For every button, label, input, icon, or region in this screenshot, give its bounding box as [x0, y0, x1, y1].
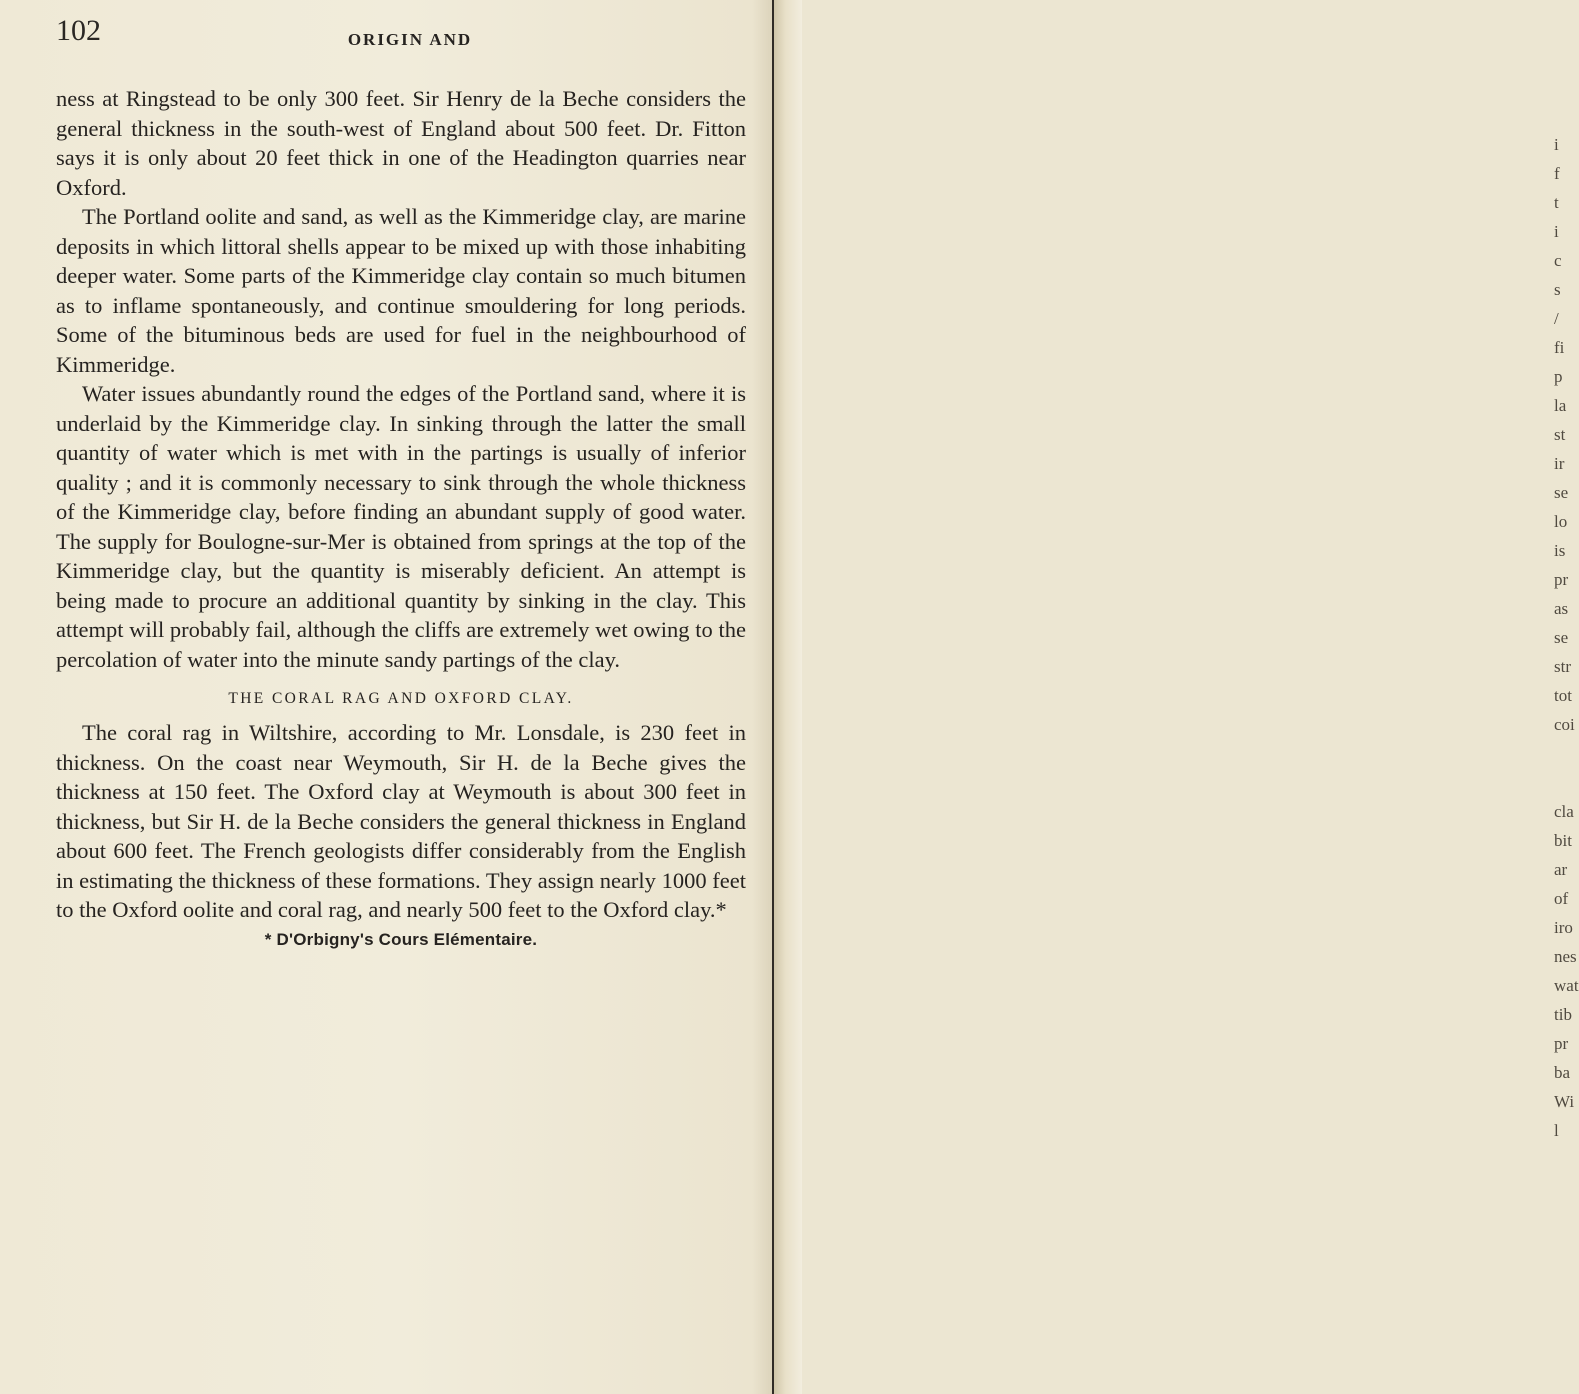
next-page-fragment: l	[1554, 1121, 1559, 1140]
next-page-fragment: la	[1554, 396, 1567, 415]
running-title: ORIGIN AND	[347, 30, 473, 49]
next-page-fragment: se	[1554, 628, 1569, 647]
next-page-fragment: coi	[1554, 715, 1575, 734]
next-page-fragment: iro	[1554, 918, 1573, 937]
page-number: 102	[56, 14, 101, 47]
next-page-fragment: fi	[1554, 338, 1565, 357]
next-page-fragment: t	[1554, 193, 1559, 212]
next-page-fragment: is	[1554, 541, 1566, 560]
next-page-fragment: ir	[1554, 454, 1565, 473]
next-page-fragment: tib	[1554, 1005, 1572, 1024]
next-page-fragment: i	[1554, 222, 1559, 241]
next-page-fragment: f	[1554, 164, 1560, 183]
paragraph-coral-rag: The coral rag in Wiltshire, according to Mr. Lonsdale, is 230 feet in thickness. On the coast near Weymouth, Sir H. de la Beche gives the thickness at 150 feet. The Oxford clay at Weymouth is about 300 feet in thickness, but Sir H. de la Beche considers the general thickness in England about 600 feet. The French geologists differ considerably from the English in estimating the thickness of these formations. They assign nearly 1000 feet to the Oxford oolite and coral rag, and nearly 500 feet to the Oxford clay.*	[56, 720, 746, 922]
next-page-edge-text	[1554, 130, 1579, 1145]
next-page-fragment: st	[1554, 425, 1566, 444]
next-page-fragment: of	[1554, 889, 1569, 908]
next-page-fragment: cla	[1554, 802, 1574, 821]
next-page-fragment: nes	[1554, 947, 1577, 966]
book-gutter	[772, 0, 1579, 1394]
page-header	[0, 10, 800, 70]
body-text	[56, 84, 746, 951]
next-page-fragment: as	[1554, 599, 1569, 618]
next-page-fragment: Wi	[1554, 1092, 1575, 1111]
next-page-fragment	[1554, 739, 1574, 768]
next-page-fragment: ba	[1554, 1063, 1571, 1082]
next-page-fragment: tot	[1554, 686, 1572, 705]
next-page-fragment: c	[1554, 251, 1562, 270]
footnote: * D'Orbigny's Cours Elémentaire.	[264, 929, 538, 949]
next-page-fragment: ar	[1554, 860, 1568, 879]
next-page-fragment: bit	[1554, 831, 1572, 850]
next-page-fragment: p	[1554, 367, 1563, 386]
next-page-fragment: se	[1554, 483, 1569, 502]
next-page-fragment: i	[1554, 135, 1559, 154]
paragraph-water-issues: Water issues abundantly round the edges of the Portland sand, where it is underlaid by the Kimmeridge clay. In sinking through the latter the small quantity of water which is met with in the partings is usually of inferior quality ; and it is commonly necessary to sink through the whole thickness of the Kimmeridge clay, before finding an abundant supply of good water. The supply for Boulogne-sur-Mer is obtained from springs at the top of the Kimmeridge clay, but the quantity is miserably deficient. An attempt is being made to procure an additional quantity by sinking in the clay. This attempt will probably fail, although the cliffs are extremely wet owing to the percolation of water into the minute sandy partings of the clay.	[56, 381, 746, 672]
next-page-fragment	[1554, 768, 1574, 797]
next-page-fragment: lo	[1554, 512, 1568, 531]
next-page-fragment: str	[1554, 657, 1571, 676]
paragraph-continuation: ness at Ringstead to be only 300 feet. Sir Henry de la Beche considers the general thickness in the south-west of England about 500 feet. Dr. Fitton says it is only about 20 feet thick in one of the Headington quarries near Oxford.	[56, 86, 746, 200]
section-heading: THE CORAL RAG AND OXFORD CLAY.	[228, 690, 574, 707]
paragraph-portland-oolite: The Portland oolite and sand, as well as the Kimmeridge clay, are marine deposits in which littoral shells appear to be mixed up with those inhabiting deeper water. Some parts of the Kimmeridge clay contain so much bitumen as to inflame spontaneously, and continue smouldering for long periods. Some of the bituminous beds are used for fuel in the neighbourhood of Kimmeridge.	[56, 204, 746, 377]
next-page-fragment: /	[1554, 309, 1559, 328]
next-page-fragment: wat	[1554, 976, 1579, 995]
next-page-fragment: pr	[1554, 570, 1569, 589]
next-page-fragment: s	[1554, 280, 1561, 299]
next-page-fragment: pr	[1554, 1034, 1569, 1053]
